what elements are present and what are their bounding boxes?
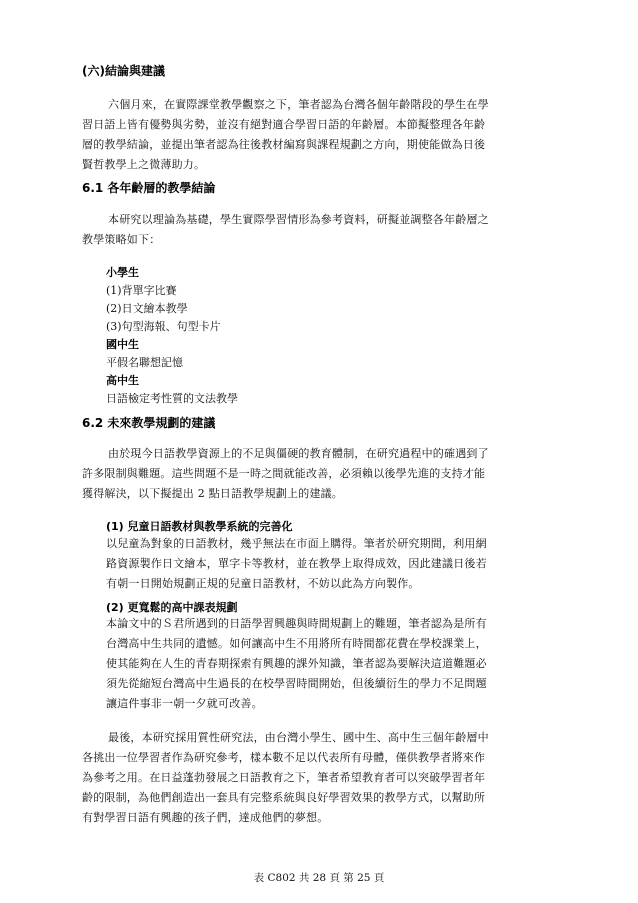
paragraph-line: 台灣高中生共同的遺憾。如何讓高中生不用將所有時間都花費在學校課業上， (106, 637, 487, 650)
paragraph-line: 各挑出一位學習者作為研究參考，樣本數不足以代表所有母體，僅供教學者將來作 (82, 751, 486, 764)
list-item: 日語檢定考性質的文法教學 (106, 392, 238, 405)
paragraph-line: 最後，本研究採用質性研究法，由台灣小學生、國中生、高中生三個年齡層中 (108, 731, 489, 744)
paragraph-line: 層的教學結論，並提出筆者認為往後教材編寫與課程規劃之方向，期使能做為日後 (82, 138, 486, 151)
recommendation-2-title: (2) 更寬鬆的高中課表規劃 (106, 601, 238, 614)
list-item: (1)背單字比賽 (106, 284, 177, 297)
section-heading-6-2: 6.2 未來教學規劃的建議 (82, 416, 216, 430)
label-senior-high: 高中生 (106, 374, 139, 387)
paragraph-line: 讓這件事非一朝一夕就可改善。 (106, 697, 263, 710)
paragraph-line: 為參考之用。在日益蓬勃發展之日語教育之下，筆者希望教育者可以突破學習者年 (82, 771, 486, 784)
paragraph-line: 有朝一日開始規劃正規的兒童日語教材，不妨以此為方向製作。 (106, 577, 420, 590)
paragraph-line: 賢哲教學上之微薄助力。 (82, 158, 206, 171)
paragraph-line: 由於現今日語教學資源上的不足與僵硬的教育體制，在研究過程中的確遇到了 (108, 447, 489, 460)
paragraph-line: 習日語上皆有優勢與劣勢，並沒有絕對適合學習日語的年齡層。本節擬整理各年齡 (82, 118, 486, 131)
paragraph-line: 使其能夠在人生的青春期探索有興趣的課外知識，筆者認為要解決這道難題必 (106, 657, 487, 670)
paragraph-line: 獲得解決，以下擬提出 2 點日語教學規劃上的建議。 (82, 487, 343, 500)
label-elementary: 小學生 (106, 266, 139, 279)
paragraph-line: 本論文中的Ｓ君所遇到的日語學習興趣與時間規劃上的難題，筆者認為是所有 (106, 617, 487, 630)
paragraph-line: 教學策略如下： (82, 233, 161, 246)
paragraph-line: 許多限制與難題。這些問題不是一時之間就能改善，必須賴以後學先進的支持才能 (82, 467, 486, 480)
recommendation-1-title: (1) 兒童日語教材與教學系統的完善化 (106, 520, 293, 533)
list-item: (2)日文繪本教學 (106, 302, 188, 315)
paragraph-line: 本研究以理論為基礎，學生實際學習情形為參考資料，研擬並調整各年齡層之 (108, 213, 489, 226)
paragraph-line: 路資源製作日文繪本，單字卡等教材，並在教學上取得成效，因此建議日後若 (106, 557, 487, 570)
list-item: 平假名聯想記憶 (106, 356, 183, 369)
section-heading-6-1: 6.1 各年齡層的教學結論 (82, 181, 216, 195)
paragraph-line: 須先從縮短台灣高中生過長的在校學習時間開始，但後續衍生的學力不足問題 (106, 677, 487, 690)
paragraph-line: 六個月來，在實際課堂教學觀察之下，筆者認為台灣各個年齡階段的學生在學 (108, 98, 489, 111)
section-heading-conclusion: (六)結論與建議 (82, 64, 165, 78)
paragraph-line: 齡的限制，為他們創造出一套具有完整系統與良好學習效果的教學方式，以幫助所 (82, 791, 486, 804)
label-junior-high: 國中生 (106, 338, 139, 351)
paragraph-line: 以兒童為對象的日語教材，幾乎無法在市面上購得。筆者於研究期間，利用網 (106, 537, 487, 550)
paragraph-line: 有對學習日語有興趣的孩子們，達成他們的夢想。 (82, 811, 329, 824)
page-footer: 表 C802 共 28 頁 第 25 頁 (253, 872, 385, 884)
list-item: (3)句型海報、句型卡片 (106, 320, 221, 333)
